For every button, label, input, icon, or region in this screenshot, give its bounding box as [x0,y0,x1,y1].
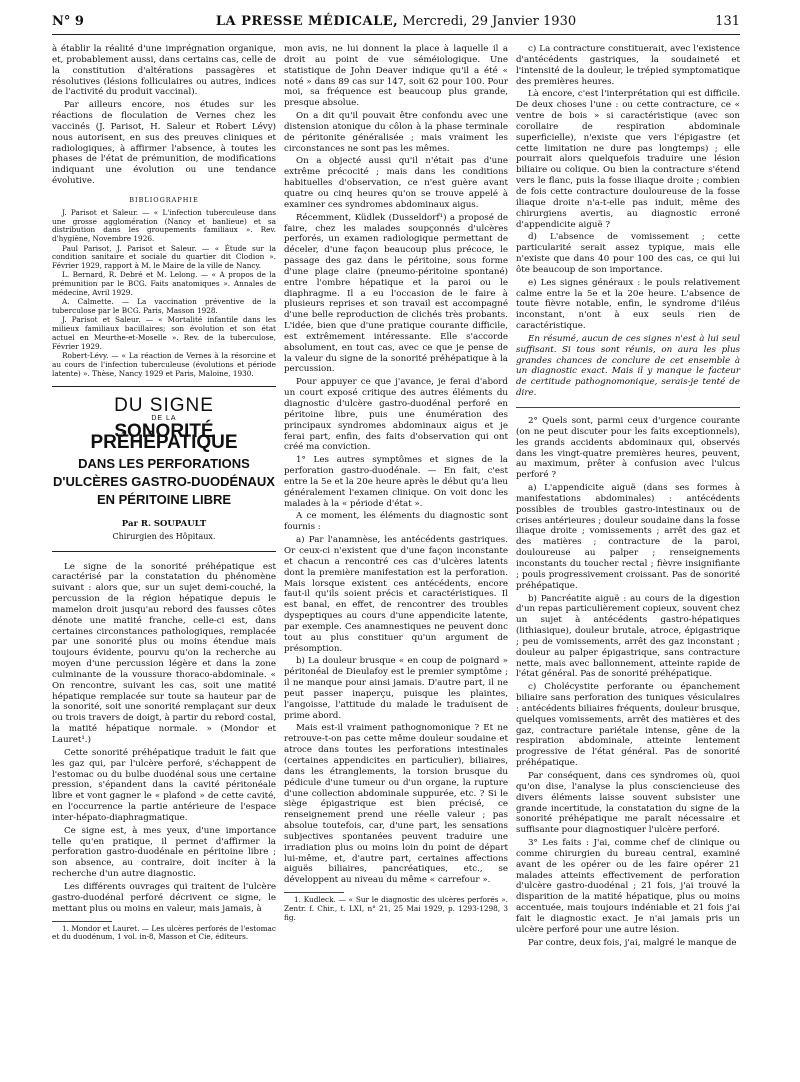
paragraph: Pour appuyer ce que j'avance, je ferai d'abord un court exposé critique des autres éléments du diagnostic d'ulcère gastro-duodénal perforé en péritoine libre, puis une énumération des principaux syndromes abdominaux aigus et je ferai part, enfin, des faits d'observation qui ont créé ma conviction. [284,377,508,453]
title-line: DU SIGNE [114,395,214,417]
column-1 [52,44,276,942]
title-line: DANS LES PERFORATIONS [78,455,250,471]
article-title-block [52,386,276,551]
paragraph: 1° Les autres symptômes et signes de la perforation gastro-duodénale. — En fait, c'est entre la 5e et la 20e heure après le début qu'a lieu généralement l'examen clinique. On voit donc les malades à la « période d'état ». [284,455,508,509]
bibliography-entry: J. Parisot et Saleur. — « L'infection tuberculeuse dans une grosse agglomération (Nancy et banlieue) et sa distribution dans les groupements familiaux ». Rev. d'hygiène, Novembre 1926. [52,207,276,244]
footnote: 1. Kudleck. — « Sur le diagnostic des ulcères perforés ». Zentr. f. Chir., t. LXI, n° 21, 25 Mai 1929, p. 1293-1298, 3 fig. [284,895,508,922]
paragraph: Ce signe est, à mes yeux, d'une importance telle qu'en pratique, il permet d'affirmer la perforation gastro-duodénale en péritoine libre ; son absence, au contraire, doit inciter à la recherche d'un autre diagnostic. [52,825,276,880]
paragraph: c) Cholécystite perforante ou épanchement biliaire sans perforation des tuniques vésiculaires : antécédents biliaires fréquents, douleur brusque, quelques vomissements, arrêt des matières et des gaz, contracture pariétale intense, gêne de la respiration abdominale, atteinte lentement progressive de l'état général. Pas de sonorité préhépatique. [516,682,740,769]
title-line: EN PÉRITOINE LIBRE [96,491,232,507]
issue-number: N° 9 [52,14,84,29]
bibliography-entry: A. Calmette. — La vaccination préventive de la tuberculose par le BCG. Paris, Masson 1928. [52,297,276,316]
bibliography-entry: L. Bernard, R. Debré et M. Lelong. — « A propos de la prémunition par le BCG. Faits anatomiques ». Annales de médecine, Avril 1929. [52,270,276,297]
issue-date: Mercredi, 29 Janvier 1930 [402,14,577,29]
paragraph: e) Les signes généraux : le pouls relativement calme entre la 5e et la 20e heure. L'absence de toute fièvre notable, enfin, le syndrome d'iléus inconstant, n'ont à eux seuls rien de caractéristique. [516,277,740,332]
paragraph: b) Pancréatite aiguë : au cours de la digestion d'un repas particulièrement copieux, souvent chez un sujet à antécédents gastro-hépatiques (lithiasique), douleur brutale, atroce, épigastrique ; peu de vomissements, arrêt des gaz inconstant ; douleur au palper épigastrique, sans contracture nette, mais avec ballonnement, atteinte rapide de l'état général. Pas de sonorité préhépatique. [516,593,740,680]
paragraph: a) L'appendicite aiguë (dans ses formes à manifestations abdominales) : antécédents possibles de troubles gastro-intestinaux ou de crises antérieures ; douleur soudaine dans la fosse iliaque droite ; vomissements ; arrêt des gaz et des matières ; contracture de la paroi, douloureuse au palper ; renseignements inconstants du toucher rectal ; fièvre insignifiante ; pouls progressivement croissant. Pas de sonorité préhépatique. [516,483,740,591]
bibliography-entry: Robert-Lévy. — « La réaction de Vernes à la résorcine et au cours de l'infection tuberculeuse (évolutions et période latente) ». Thèse, Nancy 1929 et Paris, Maloine, 1930. [52,351,276,378]
bibliography-list [52,209,276,379]
paragraph: d) L'absence de vomissement ; cette particularité serait assez typique, mais elle n'existe que dans 40 pour 100 des cas, ce qui lui ôte beaucoup de son importance. [516,232,740,275]
paragraph: Là encore, c'est l'interprétation qui est difficile. De deux choses l'une : ou cette contracture, ce « ventre de bois » si caractéristique (avec son corollaire de respiration abdominale superficielle), n'existe que vers l'épigastre (et cette limitation ne dure pas longtemps) ; elle pourrait alors quelquefois traduire une lésion biliaire ou colique. Ou bien la contracture s'étend vers le flanc, puis la fosse iliaque droite ; combien de fois cette contracture douloureuse de la fosse iliaque droite n'a-t-elle pas induit, même des chirurgiens avertis, au diagnostic erroné d'appendicite aiguë ? [516,89,740,230]
paragraph: On a dit qu'il pouvait être confondu avec une distension atonique du côlon à la phase terminale de péritonite généralisée ; mais vraiment les circonstances ne sont pas les mêmes. [284,111,508,154]
paragraph: Par conséquent, dans ces syndromes où, quoi qu'on dise, l'analyse la plus consciencieuse des divers éléments laisse souvent subsister une grande incertitude, la constatation du signe de la sonorité préhépatique me paraît nécessaire et suffisante pour diagnostiquer l'ulcère perforé. [516,771,740,836]
paragraph: Récemment, Küdlek (Dusseldorf¹) a proposé de faire, chez les malades soupçonnés d'ulcères perforés, un examen radiologique permettant de déceler, d'une façon beaucoup plus précoce, le passage des gaz dans le péritoine, sous forme d'une plage claire (pneumo-péritoine spontané) entre l'ombre hépatique et la paroi ou le diaphragme. Il a eu l'occasion de le faire à plusieurs reprises et son travail est accompagné d'une belle reproduction de clichés très probants. L'idée, bien que d'une pratique courante difficile, est extrêmement intéressante. Elle s'accorde absolument, en tout cas, avec ce que je pense de la valeur du signe de la sonorité préhépatique à la percussion. [284,212,508,375]
paragraph: On a objecté aussi qu'il n'était pas d'une extrême précocité ; mais dans les conditions habituelles d'observation, ce n'est guère avant quatre ou cinq heures qu'on se trouve appelé à examiner ces syndromes abdominaux aigus. [284,156,508,210]
paragraph: Cette sonorité préhépatique traduit le fait que les gaz qui, par l'ulcère perforé, s'échappent de l'estomac ou du bulbe duodénal sous une certaine pression, s'épandent dans la cavité péritonéale libre et vont gagner le « plafond » de cette cavité, en l'occurrence la partie antérieure de l'espace inter-hépato-diaphragmatique. [52,747,276,823]
author: Par R. SOUPAULT [121,518,207,529]
section-divider [516,407,740,408]
running-title [52,14,740,29]
paragraph: 2° Quels sont, parmi ceux d'urgence courante (on ne peut discuter pour les faits exceptionnels), les grands accidents abdominaux qui, observés dans les vingt-quatre premières heures, peuvent, au maximum, prêter à confusion avec l'ulcus perforé ? [516,416,740,481]
paragraph: 3° Les faits : J'ai, comme chef de clinique ou comme chirurgien du bureau central, examiné avant de les opérer ou de les faire opérer 21 malades atteints effectivement de perforation d'ulcère gastro-duodénal ; 21 fois, j'ai trouvé la disparition de la matité hépatique, plus ou moins accentuée, mais toujours indéniable et 21 fois j'ai fait le diagnostic exact. Je n'ai jamais pris un ulcère perforé pour une autre lésion. [516,838,740,935]
column-2 [284,44,508,923]
paragraph: Mais est-il vraiment pathognomonique ? Et ne retrouve-t-on pas cette même douleur soudaine et atroce dans toutes les perforations intestinales (certaines appendicites en particulier), biliaires, dans les étranglements, la torsion brusque du pédicule d'une tumeur ou d'un organe, la rupture d'une collection abdominale suppurée, etc. ? Si le siège épigastrique est bien précisé, ce renseignement prend une réelle valeur ; pas absolue toutefois, car, d'une part, les sensations subjectives spontanées peuvent traduire une irradiation plus ou moins loin du point de départ lui-même, et, d'autre part, certaines affections aiguës biliaires, pancréatiques, etc., se développent au niveau du même « carrefour ». [284,723,508,886]
publication-name: LA PRESSE MÉDICALE, [215,14,399,29]
paragraph: En résumé, aucun de ces signes n'est à lui seul suffisant. Si tous sont réunis, on aura les plus grandes chances de conclure de cet ensemble à un diagnostic exact. Mais il y manque le facteur de certitude pathognomonique, serais-je tenté de dire. [516,333,740,399]
title-line: DE LA [151,415,177,423]
footnote-rule [52,921,112,922]
bibliography-heading: BIBLIOGRAPHIE [129,195,199,204]
title-line: D'ULCÈRES GASTRO-DUODÉNAUX [53,473,275,489]
footnote-rule [284,892,344,893]
paragraph: Par contre, deux fois, j'ai, malgré le manque de [528,937,737,948]
bibliography-entry: Paul Parisot, J. Parisot et Saleur. — « Étude sur la condition sanitaire et sociale du quartier dit Clodion ». Février 1929, rapport à M. le Maire de la ville de Nancy. [52,243,276,271]
paragraph: Le signe de la sonorité préhépatique est caractérisé par la constatation du phénomène suivant : alors que, sur un sujet demi-couché, la percussion de la région hépatique depuis le mamelon droit jusqu'au rebord des fausses côtes dénote une matité franche, celle-ci est, dans certaines circonstances pathologiques, remplacée par une sonorité plus ou moins étendue mais toujours évidente, pourvu qu'on la recherche au moyen d'une percussion légère et dans la zone culminante de la voussure thoraco-abdominale. « On rencontre, suivant les cas, soit une matité hépatique remplacée sur toute sa hauteur par de la sonorité, soit une sonorité remplaçant sur deux ou trois travers de doigt, à partir du rebord costal, la matité hépatique normale. » (Mondor et Lauret¹.) [52,561,276,746]
paragraph: A ce moment, les éléments du diagnostic sont fournis : [284,511,508,533]
page-number: 131 [715,14,740,29]
paragraph: c) La contracture constituerait, avec l'existence d'antécédents gastriques, la soudaineté et l'intensité de la douleur, le trépied symptomatique des premières heures. [516,44,740,87]
column-3 [516,44,740,951]
paragraph: b) La douleur brusque « en coup de poignard » péritonéal de Dieulafoy est le premier symptôme ; il ne manque pour ainsi jamais. D'autre part, il ne peut passer inaperçu, puisque les plaintes, l'angoisse, l'attitude du malade le traduisent de prime abord. [284,656,508,721]
bibliography-entry: J. Parisot et Saleur. — « Mortalité infantile dans les milieux familiaux bacillaires; son évolution et son état actuel en Meurthe-et-Moselle ». Rev. de la tuberculose, Février 1929. [52,315,276,351]
paragraph: à établir la réalité d'une imprégnation organique, et, probablement aussi, dans certains cas, celle de la constitution d'altérations passagères et résolutives (lésions folliculaires ou autres, indices de l'activité du produit vaccinal). [52,44,276,98]
paragraph: mon avis, ne lui donnent la place à laquelle il a droit au point de vue séméiologique. Une statistique de John Deaver indique qu'il a été « noté » dans 89 cas sur 147, soit 62 pour 100. Pour moi, sa fréquence est beaucoup plus grande, presque absolue. [284,44,508,109]
title-main: SONORITÉ PRÉHÉPATIQUE [90,421,238,453]
footnote: 1. Mondor et Lauret. — Les ulcères perforés de l'estomac et du duodénum, 1 vol. in-8, Masson et Cie, éditeurs. [52,923,276,942]
paragraph: a) Par l'anamnèse, les antécédents gastriques. Or ceux-ci n'existent que d'une façon inconstante et chacun a rencontré ces cas d'ulcères latents dont la première manifestation est la perforation. Mais lorsque existent ces antécédents, encore faut-il qu'ils soient précis et caractéristiques. Il est banal, en effet, de rencontrer des troubles dyspeptiques au cours d'une appendicite latente, par exemple. Ces anamnestiques ne peuvent donc tout au plus constituer qu'un argument de présomption. [284,535,508,654]
paragraph: Les différents ouvrages qui traitent de l'ulcère gastro-duodénal perforé décrivent ce signe, le mettant plus ou moins en valeur, mais jamais, à [52,881,276,914]
paragraph: Par ailleurs encore, nos études sur les réactions de floculation de Vernes chez les vaccinés (J. Parisot, H. Saleur et Robert Lévy) nous autorisent, en sus des preuves cliniques et radiologiques, à affirmer l'absence, à toutes les phases de l'état de prémunition, de modifications indiquant une évolution ou une tendance évolutive. [52,100,276,187]
author-role: Chirurgien des Hôpitaux. [112,531,216,541]
page-header [52,12,740,35]
